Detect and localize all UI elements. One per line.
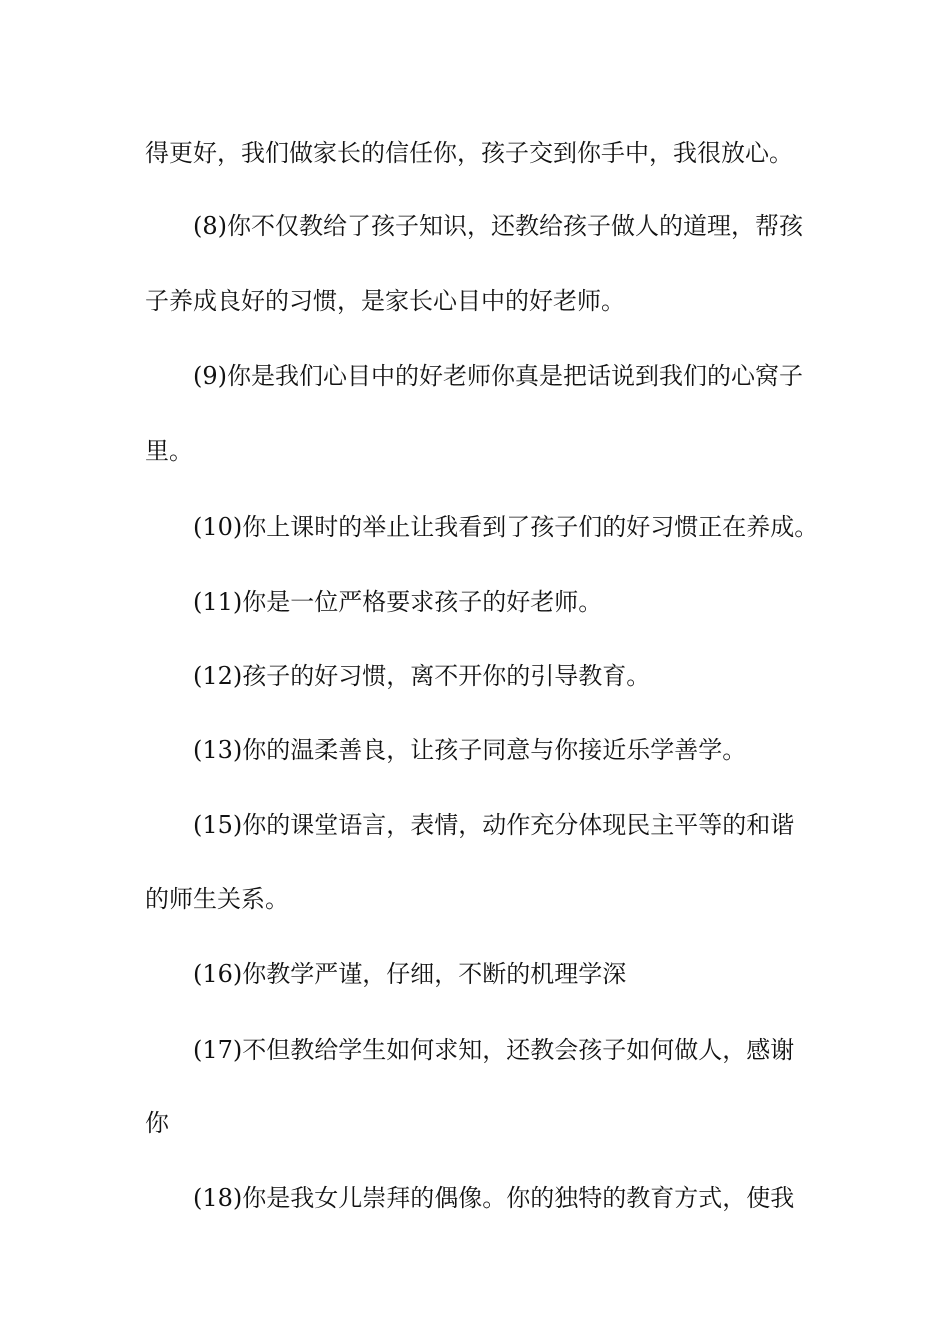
text-line: 你	[145, 1109, 169, 1137]
text-line: (10)你上课时的举止让我看到了孩子们的好习惯正在养成。	[193, 513, 819, 541]
text-line: (18)你是我女儿崇拜的偶像。你的独特的教育方式，使我	[193, 1184, 795, 1212]
text-line: (8)你不仅教给了孩子知识，还教给孩子做人的道理，帮孩	[193, 212, 803, 240]
text-line: (9)你是我们心目中的好老师你真是把话说到我们的心窝子	[193, 362, 803, 390]
text-line: (11)你是一位严格要求孩子的好老师。	[193, 588, 603, 616]
text-line: 子养成良好的习惯，是家长心目中的好老师。	[145, 287, 625, 315]
text-line: (13)你的温柔善良，让孩子同意与你接近乐学善学。	[193, 736, 747, 764]
text-line: 的师生关系。	[145, 885, 289, 913]
text-line: (16)你教学严谨，仔细，不断的机理学深	[193, 960, 627, 988]
text-line: 得更好，我们做家长的信任你，孩子交到你手中，我很放心。	[145, 139, 793, 167]
text-line: 里。	[145, 437, 193, 465]
text-line: (15)你的课堂语言，表情，动作充分体现民主平等的和谐	[193, 811, 795, 839]
text-line: (12)孩子的好习惯，离不开你的引导教育。	[193, 662, 651, 690]
text-line: (17)不但教给学生如何求知，还教会孩子如何做人，感谢	[193, 1036, 795, 1064]
